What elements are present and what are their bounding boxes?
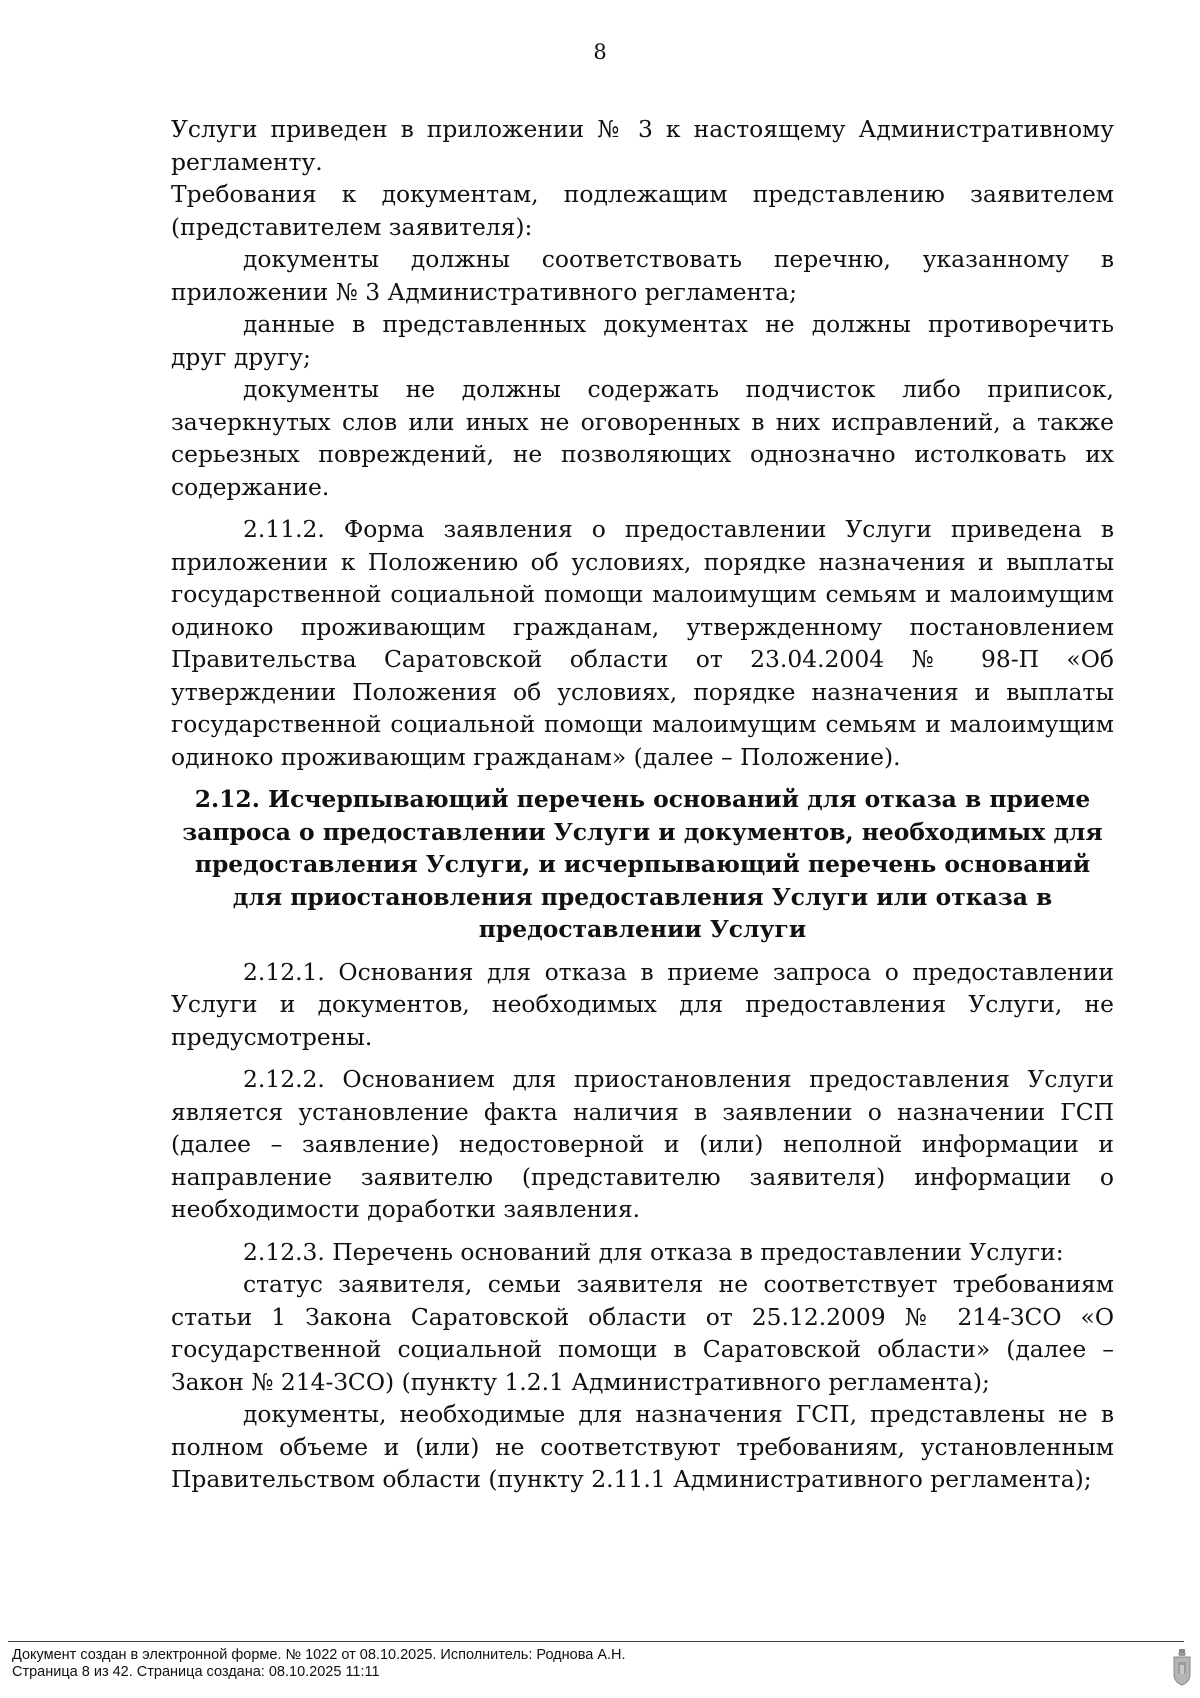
document-footer (12, 1647, 626, 1681)
paragraph: Требования к документам, подлежащим представлению заявителем (представителем заявителя): (171, 180, 1114, 241)
paragraph: данные в представленных документах не должны противоречить друг другу; (171, 310, 1114, 371)
paragraph-2-12-1: 2.12.1. Основания для отказа в приеме запроса о предоставлении Услуги и документов, необходимых для предоставления Услуги, не предусмотрены. (171, 957, 1114, 1051)
page-number: 8 (593, 40, 607, 64)
paragraph: статус заявителя, семьи заявителя не соответствует требованиям статьи 1 Закона Саратовской области от 25.12.2009 № 214-ЗСО «О государственной социальной помощи в Саратовской области» (далее – Закон № 214-ЗСО) (пункту 1.2.1 Административного регламента); (171, 1270, 1114, 1396)
paragraph-2-12-3: 2.12.3. Перечень оснований для отказа в предоставлении Услуги: (243, 1237, 1064, 1266)
paragraph: документы, необходимые для назначения ГСП, представлены не в полном объеме и (или) не соответствуют требованиям, установленным Правительством области (пункту 2.11.1 Административного регламента); (171, 1400, 1114, 1493)
document-body (171, 113, 1114, 1496)
paragraph: документы не должны содержать подчисток либо приписок, зачеркнутых слов или иных не оговоренных в них исправлений, а также серьезных повреждений, не позволяющих однозначно истолковать их содержание. (171, 375, 1114, 501)
paragraph-2-11-2: 2.11.2. Форма заявления о предоставлении Услуги приведена в приложении к Положению об условиях, порядке назначения и выплаты государственной социальной помощи малоимущим семьям и малоимущим одиноко проживающим гражданам, утвержденному постановлением Правительства Саратовской области от 23.04.2004 № 98-П «Об утверждении Положения об условиях, порядке назначения и выплаты государственной социальной помощи малоимущим семьям и малоимущим одиноко проживающим гражданам» (далее – Положение). (171, 515, 1114, 771)
paragraph-2-12-2: 2.12.2. Основанием для приостановления предоставления Услуги является установление факта наличия в заявлении о назначении ГСП (далее – заявление) недостоверной и (или) неполной информации и направление заявителю (представителю заявителя) информации о необходимости доработки заявления. (171, 1065, 1114, 1223)
footer-line: Документ создан в электронной форме. № 1022 от 08.10.2025. Исполнитель: Роднова А.Н. (12, 1647, 626, 1663)
footer-line: Страница 8 из 42. Страница создана: 08.10.2025 11:11 (12, 1664, 380, 1680)
footer-divider (8, 1641, 1184, 1642)
paragraph: Услуги приведен в приложении № 3 к настоящему Административному регламенту. (171, 115, 1114, 176)
coat-of-arms-icon (1172, 1648, 1192, 1686)
paragraph: документы должны соответствовать перечню, указанному в приложении № 3 Административного регламента; (171, 245, 1114, 306)
section-heading-2-12: 2.12. Исчерпывающий перечень оснований для отказа в приеме запроса о предоставлении Услуги и документов, необходимых для предоставления Услуги, и исчерпывающий перечень оснований для приостановления предоставления Услуги или отказа в предоставлении Услуги (182, 785, 1103, 943)
